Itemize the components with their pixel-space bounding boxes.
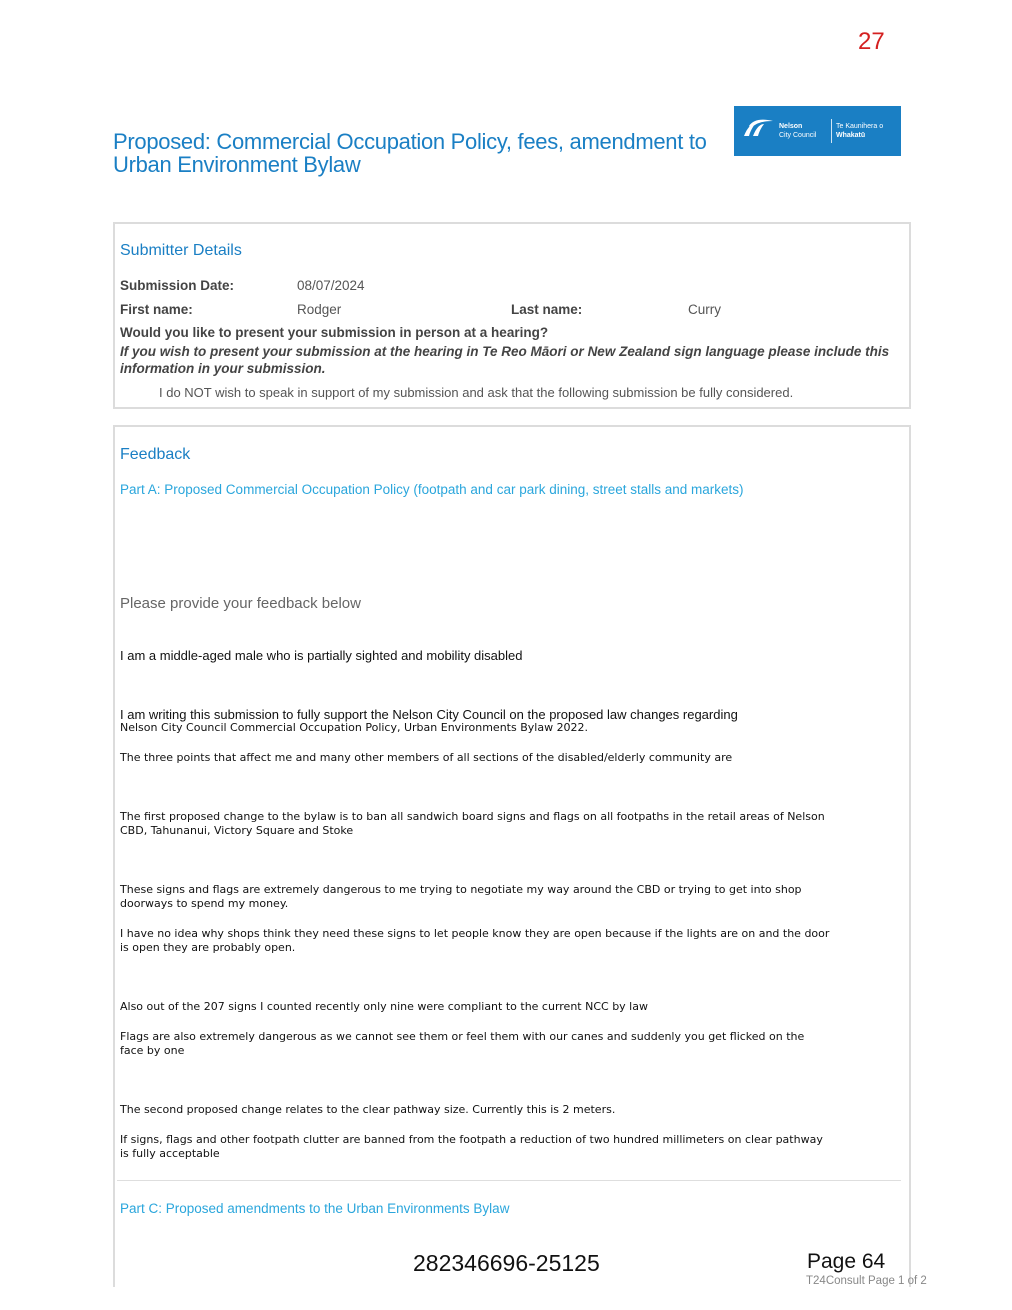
logo-org-line2: City Council xyxy=(779,132,817,139)
feedback-prompt: Please provide your feedback below xyxy=(120,595,361,612)
feedback-paragraph-6: I have no idea why shops think they need these signs to let people know they are open because if the lights are on and the door is open they are probably open. xyxy=(120,927,830,954)
logo-maori-line2: Whakatū xyxy=(836,132,866,139)
feedback-paragraph-4: The first proposed change to the bylaw is to ban all sandwich board signs and flags on all footpaths in the retail areas of Nelson CBD, Tahunanui, Victory Square and Stoke xyxy=(120,810,825,837)
feedback-paragraph-2a: I am writing this submission to fully support the Nelson City Council on the proposed law changes regarding xyxy=(120,707,738,722)
first-name-label: First name: xyxy=(120,302,193,317)
logo-maori-name xyxy=(836,122,883,140)
document-title-line1: Proposed: Commercial Occupation Policy, fees, amendment to xyxy=(113,129,707,154)
last-name-label: Last name: xyxy=(511,302,583,317)
footer-document-id: 282346696-25125 xyxy=(413,1250,600,1276)
footer-page-label: Page 64 xyxy=(807,1250,886,1273)
feedback-paragraph-5: These signs and flags are extremely dangerous to me trying to negotiate my way around the CBD or trying to get into shop doorways to spend my money. xyxy=(120,883,802,910)
hearing-question: Would you like to present your submission in person at a hearing? xyxy=(120,325,549,340)
feedback-heading: Feedback xyxy=(120,446,191,463)
document-title xyxy=(113,130,723,176)
submission-date-value: 08/07/2024 xyxy=(297,278,365,293)
section-divider xyxy=(117,1180,901,1181)
first-name-value: Rodger xyxy=(297,302,342,317)
submitter-details-heading: Submitter Details xyxy=(120,242,242,259)
logo-org-name xyxy=(779,122,816,140)
logo-divider xyxy=(831,119,832,143)
feedback-paragraph-9: The second proposed change relates to the clear pathway size. Currently this is 2 meters. xyxy=(120,1103,616,1116)
hearing-language-note: If you wish to present your submission at the hearing in Te Reo Māori or New Zealand sign language please include this information in your submission. xyxy=(120,344,890,376)
nelson-city-council-logo xyxy=(734,106,901,156)
feedback-paragraph-3: The three points that affect me and many other members of all sections of the disabled/elderly community are xyxy=(120,751,733,764)
feedback-paragraph-8: Flags are also extremely dangerous as we cannot see them or feel them with our canes and suddenly you get flicked on the face by one xyxy=(120,1030,805,1057)
feedback-paragraph-10: If signs, flags and other footpath clutter are banned from the footpath a reduction of two hundred millimeters on clear pathway is fully acceptable xyxy=(120,1133,823,1160)
logo-maori-line1: Te Kaunihera o xyxy=(836,123,884,130)
hearing-answer: I do NOT wish to speak in support of my submission and ask that the following submission be fully considered. xyxy=(159,385,794,400)
logo-org-line1: Nelson xyxy=(779,123,803,130)
council-logo-mark-icon xyxy=(741,112,777,146)
page-number: 27 xyxy=(858,28,885,55)
submission-date-label: Submission Date: xyxy=(120,278,235,293)
document-title-line2: Urban Environment Bylaw xyxy=(113,152,361,177)
feedback-paragraph-7: Also out of the 207 signs I counted recently only nine were compliant to the current NCC by law xyxy=(120,1000,648,1013)
feedback-paragraph-1: I am a middle-aged male who is partially sighted and mobility disabled xyxy=(120,648,523,663)
part-c-heading: Part C: Proposed amendments to the Urban Environments Bylaw xyxy=(120,1201,510,1216)
part-a-heading: Part A: Proposed Commercial Occupation Policy (footpath and car park dining, street stalls and markets) xyxy=(120,482,744,497)
footer-sub-label: T24Consult Page 1 of 2 xyxy=(806,1275,927,1287)
feedback-paragraph-2b: Nelson City Council Commercial Occupation Policy, Urban Environments Bylaw 2022. xyxy=(120,721,589,734)
last-name-value: Curry xyxy=(688,302,721,317)
